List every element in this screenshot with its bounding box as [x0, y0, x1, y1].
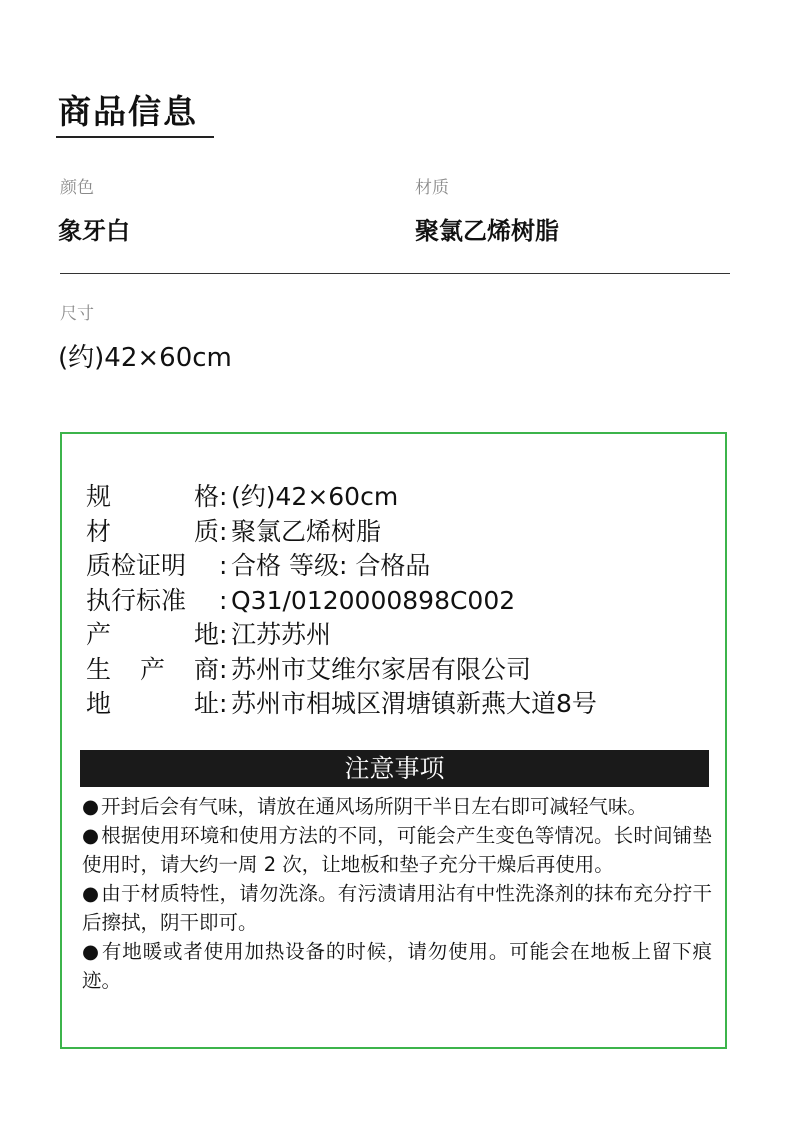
- spec-value: 江苏苏州: [231, 620, 332, 649]
- spec-key-char: 质: [193, 516, 219, 546]
- spec-colon: :: [219, 654, 228, 684]
- material-value: 聚氯乙烯树脂: [415, 217, 559, 245]
- notice-list: [82, 792, 712, 995]
- spec-row-spec: [86, 480, 597, 515]
- spec-key: 质检证明: [86, 551, 187, 580]
- notice-title-bar: 注意事项: [80, 750, 709, 787]
- color-value: 象牙白: [58, 217, 130, 245]
- spec-value: (约)42×60cm: [231, 482, 399, 511]
- spec-card: [60, 432, 727, 1049]
- spec-colon: :: [219, 551, 228, 580]
- spec-key-char: 格: [193, 482, 219, 511]
- notice-item: [82, 937, 712, 995]
- spec-value: Q31/0120000898C002: [231, 585, 516, 615]
- spec-key-char: 产: [139, 654, 165, 684]
- section-divider: [60, 273, 730, 274]
- notice-text: 根据使用环境和使用方法的不同，可能会产生变色等情况。长时间铺垫使用时，请大约一周 2 次，让地板和垫子充分干燥后再使用。: [82, 824, 712, 876]
- spec-table: [86, 480, 597, 722]
- size-label: 尺寸: [60, 304, 94, 324]
- page-title: 商品信息: [58, 92, 198, 131]
- spec-key-char: 产: [86, 620, 112, 649]
- spec-key-char: 规: [86, 482, 112, 511]
- spec-key: 执行标准: [86, 585, 187, 615]
- spec-value: 苏州市相城区渭塘镇新燕大道8号: [231, 689, 597, 718]
- spec-colon: :: [219, 516, 228, 546]
- notice-item: [82, 792, 712, 821]
- spec-row-standard: [86, 584, 597, 619]
- spec-row-manufacturer: [86, 653, 597, 688]
- spec-row-origin: [86, 618, 597, 653]
- color-label: 颜色: [60, 178, 94, 198]
- notice-text: 由于材质特性，请勿洗涤。有污渍请用沾有中性洗涤剂的抹布充分拧干后擦拭，阴干即可。: [82, 882, 712, 934]
- spec-colon: :: [219, 482, 228, 511]
- spec-key: [86, 480, 219, 515]
- spec-key-char: 址: [193, 689, 219, 718]
- spec-row-certificate: [86, 549, 597, 584]
- bullet-icon: ●: [82, 795, 100, 818]
- spec-colon: :: [219, 620, 228, 649]
- spec-key-char: 商: [193, 654, 219, 684]
- spec-colon: :: [219, 585, 228, 615]
- bullet-icon: ●: [82, 940, 100, 963]
- spec-key: [86, 687, 219, 722]
- spec-value: 合格 等级: 合格品: [231, 551, 431, 580]
- spec-key: [86, 515, 219, 550]
- spec-value: 苏州市艾维尔家居有限公司: [231, 654, 532, 684]
- spec-row-address: [86, 687, 597, 722]
- material-label: 材质: [415, 178, 449, 198]
- spec-colon: :: [219, 689, 228, 718]
- spec-row-material: [86, 515, 597, 550]
- spec-key-char: 材: [86, 516, 112, 546]
- spec-key: [86, 618, 219, 653]
- notice-item: [82, 821, 712, 879]
- spec-key-char: 生: [86, 654, 112, 684]
- notice-text: 开封后会有气味，请放在通风场所阴干半日左右即可减轻气味。: [101, 795, 648, 818]
- notice-item: [82, 879, 712, 937]
- notice-text: 有地暖或者使用加热设备的时候，请勿使用。可能会在地板上留下痕迹。: [82, 940, 712, 992]
- spec-key-char: 地: [86, 689, 112, 718]
- bullet-icon: ●: [82, 882, 100, 905]
- spec-key-char: 地: [193, 620, 219, 649]
- size-value: (约)42×60cm: [58, 343, 232, 373]
- spec-value: 聚氯乙烯树脂: [231, 516, 382, 546]
- bullet-icon: ●: [82, 824, 100, 847]
- title-underline: [56, 136, 214, 138]
- spec-key: [86, 653, 219, 688]
